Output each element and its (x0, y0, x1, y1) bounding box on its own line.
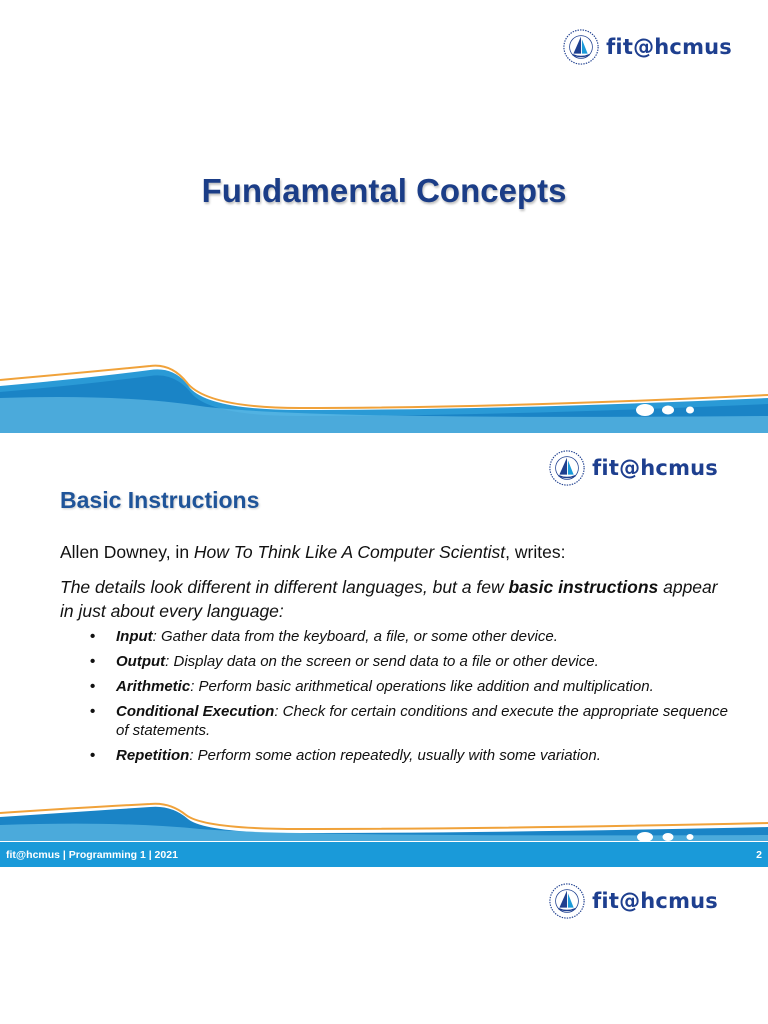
decorative-wave (0, 348, 768, 433)
bullet-term: Arithmetic (116, 678, 191, 695)
university-logo-icon (548, 882, 586, 920)
slide-title (0, 0, 768, 433)
bullet-term: Output (116, 653, 166, 670)
intro-line (60, 542, 740, 563)
bullet-text: : Gather data from the keyboard, a file, or some other device. (152, 628, 558, 645)
bullet-icon: • (90, 628, 96, 645)
list-item (90, 677, 740, 696)
bullet-text: : Display data on the screen or send data to a file or other device. (165, 653, 599, 670)
brand-header (562, 28, 732, 66)
book-title: How To Think Like A Computer Scientist (193, 542, 506, 562)
bullet-term: Conditional Execution (116, 703, 275, 720)
list-item (90, 702, 740, 740)
bullet-term: Input (116, 628, 153, 645)
brand-header (548, 882, 718, 920)
bullet-text: : Check for certain conditions and execute the appropriate sequence of statements. (116, 703, 728, 739)
page-number: 2 (756, 849, 762, 861)
bullet-text: : Perform some action repeatedly, usually with some variation. (189, 747, 601, 764)
slide-partial (0, 867, 768, 1024)
bullet-icon: • (90, 703, 96, 720)
brand-wordmark: fit@hcmus (592, 889, 718, 913)
intro-suffix: , writes: (505, 542, 566, 562)
bullet-text: : Perform basic arithmetical operations like addition and multiplication. (190, 678, 654, 695)
footer-text: fit@hcmus | Programming 1 | 2021 (6, 849, 178, 861)
brand-header (548, 449, 718, 487)
brand-wordmark: fit@hcmus (592, 456, 718, 480)
slide-footer (0, 842, 768, 867)
slide-title-text: Fundamental Concepts (201, 172, 567, 209)
bullet-icon: • (90, 747, 96, 764)
quote-part1: The details look different in different languages, but a few (60, 577, 509, 597)
brand-wordmark: fit@hcmus (606, 35, 732, 59)
quote-bold: basic instructions (508, 577, 659, 597)
instruction-list (90, 627, 740, 771)
quote-part2: appear in just about every language: (60, 577, 718, 621)
list-item (90, 627, 740, 646)
intro-prefix: Allen Downey, in (60, 542, 194, 562)
list-item (90, 746, 740, 765)
decorative-wave (0, 801, 768, 841)
university-logo-icon (548, 449, 586, 487)
list-item (90, 652, 740, 671)
bullet-icon: • (90, 653, 96, 670)
bullet-term: Repetition (116, 747, 190, 764)
quote-text (60, 575, 720, 623)
bullet-icon: • (90, 678, 96, 695)
slide-heading: Basic Instructions (60, 487, 260, 513)
university-logo-icon (562, 28, 600, 66)
slide-basic-instructions (0, 433, 768, 867)
